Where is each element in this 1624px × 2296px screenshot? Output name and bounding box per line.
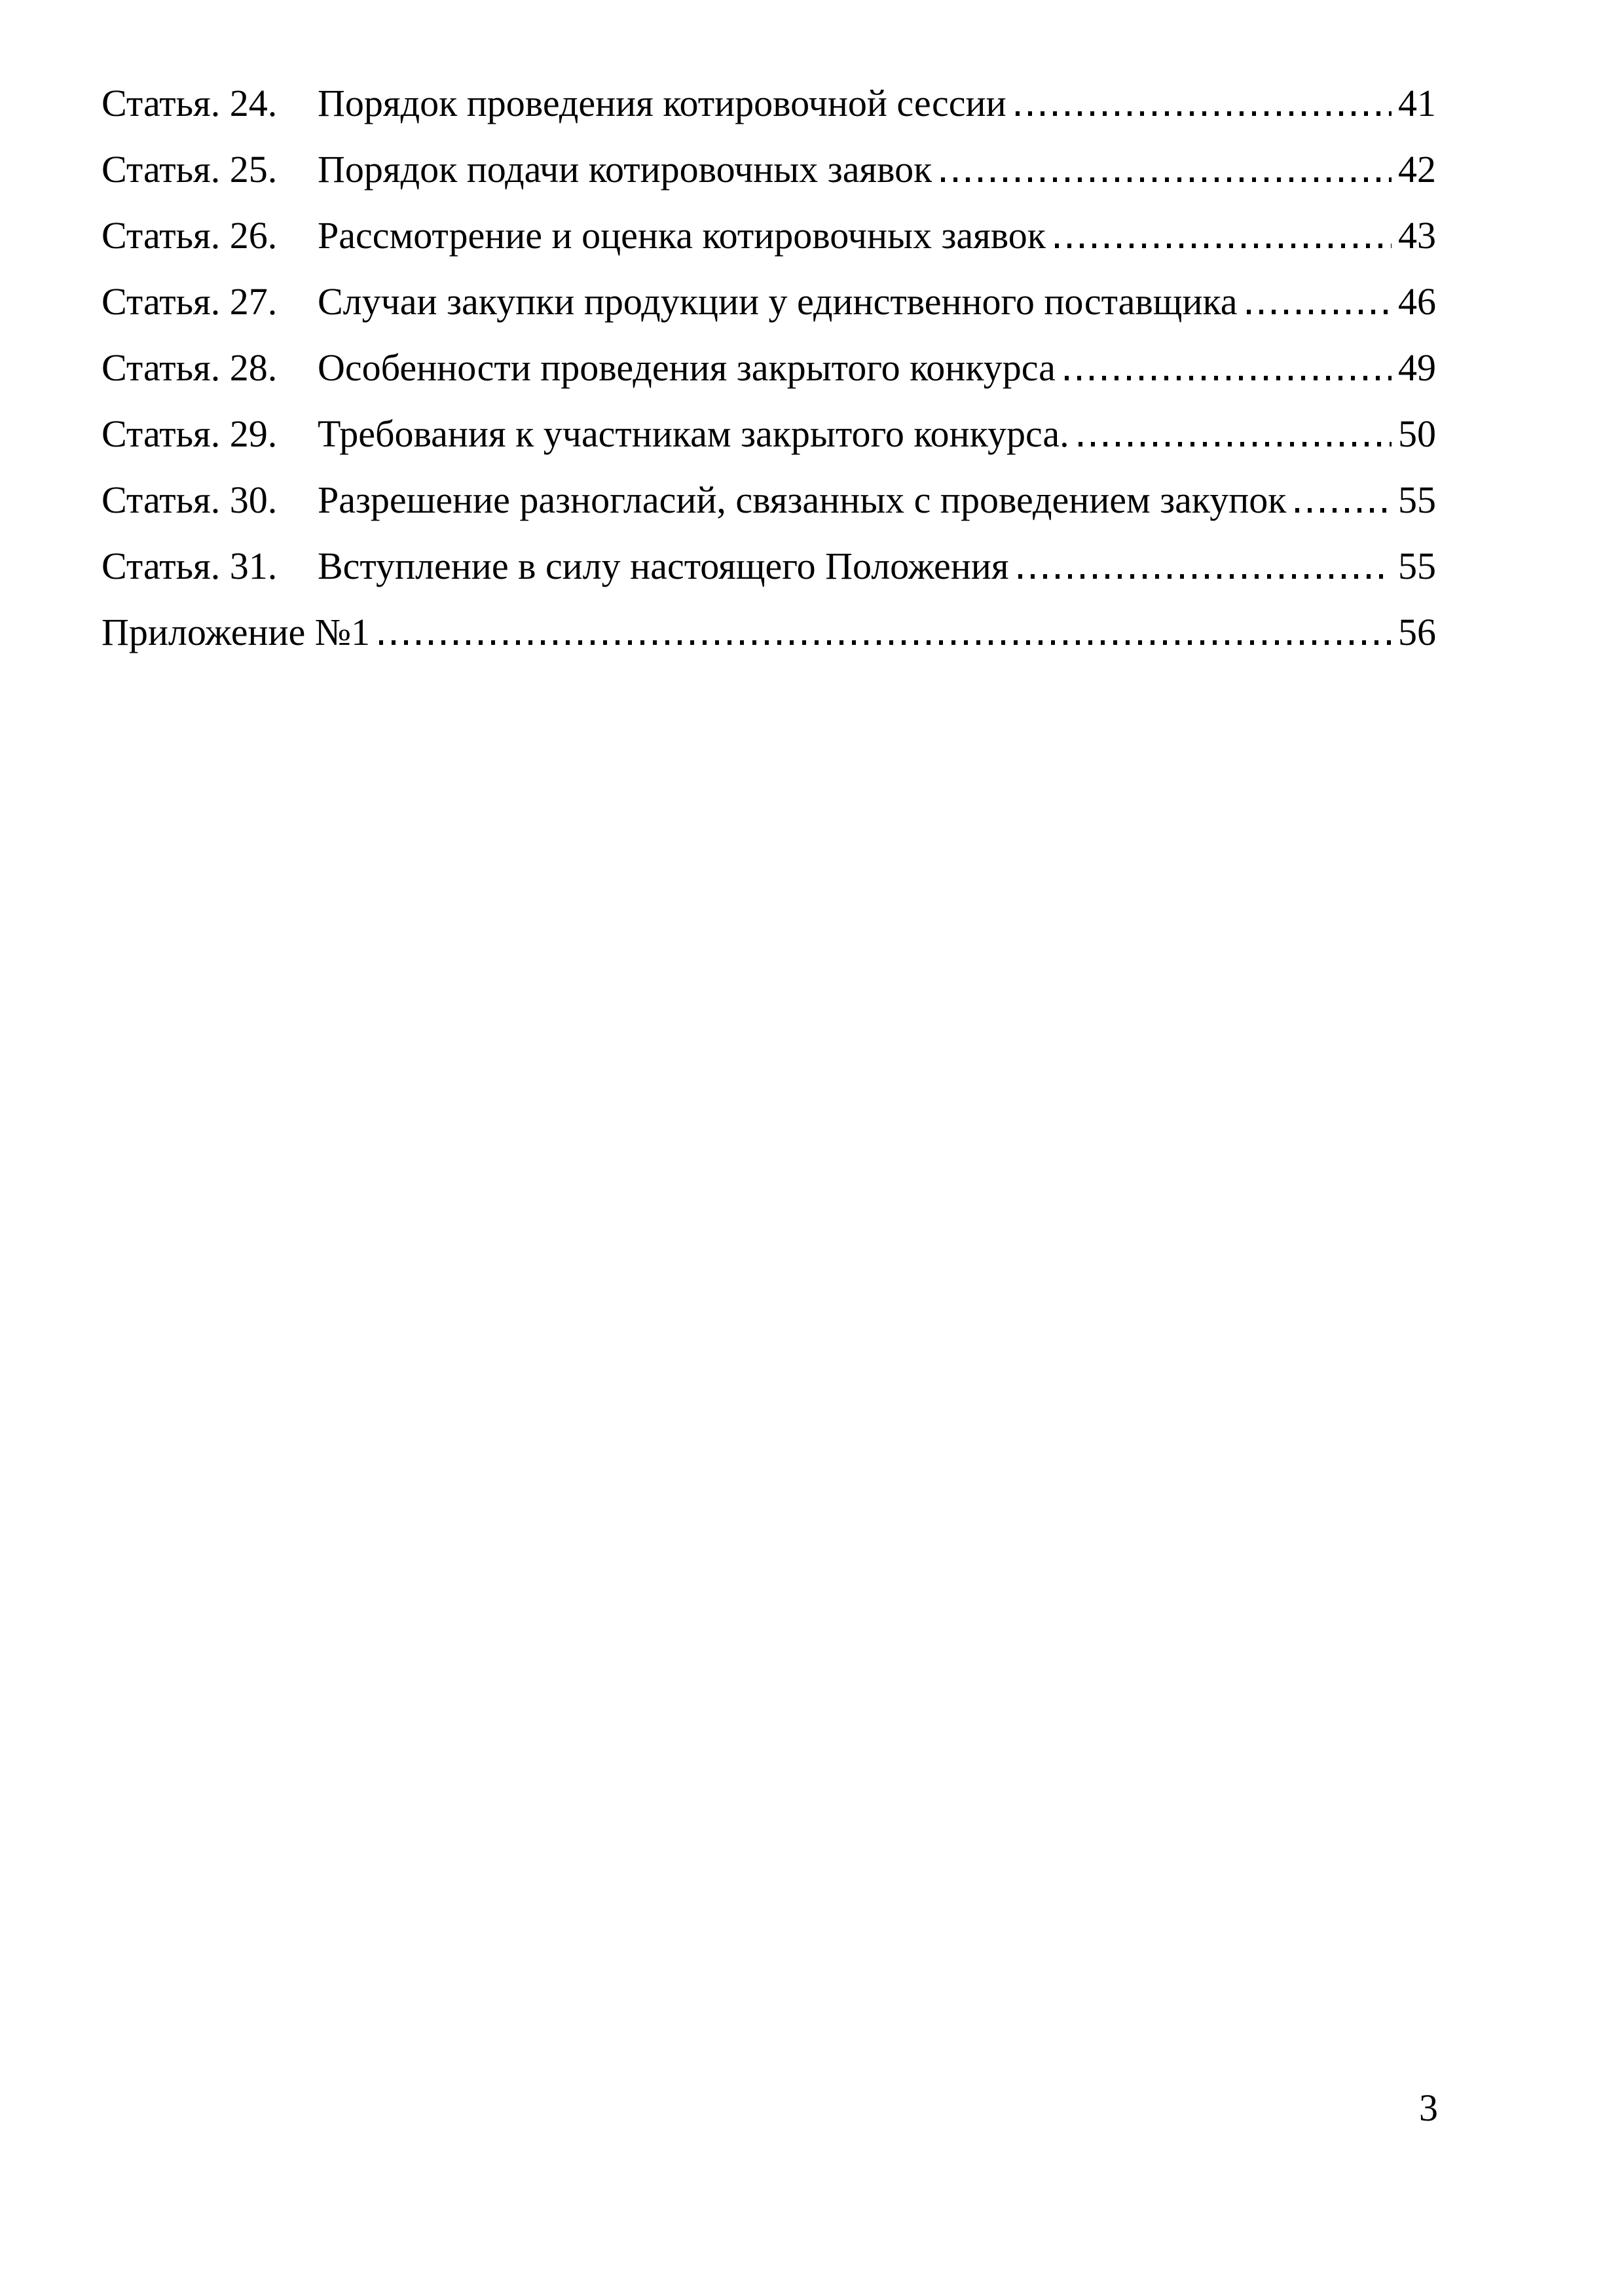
footer-page-number: 3 xyxy=(1419,2086,1438,2129)
toc-entry-title: Приложение №1 xyxy=(101,611,371,653)
toc-entry-page-number: 55 xyxy=(1398,479,1436,521)
toc-entry-title: Рассмотрение и оценка котировочных заявок xyxy=(318,214,1046,257)
toc-entry xyxy=(101,401,1436,467)
toc-dot-leader xyxy=(941,177,1392,182)
toc-entry xyxy=(101,136,1436,202)
toc-entry-title: Порядок подачи котировочных заявок xyxy=(318,148,932,191)
toc-entry xyxy=(101,599,1436,665)
toc-entry-page-number: 46 xyxy=(1398,280,1436,323)
toc-dot-leader xyxy=(379,640,1392,645)
toc-dot-leader xyxy=(1247,310,1392,314)
table-of-contents xyxy=(101,70,1436,665)
toc-entry-title: Разрешение разногласий, связанных с проведением закупок xyxy=(318,479,1287,521)
toc-entry-page-number: 50 xyxy=(1398,412,1436,455)
toc-entry-title: Особенности проведения закрытого конкурса xyxy=(318,346,1056,389)
toc-entry xyxy=(101,533,1436,599)
toc-dot-leader xyxy=(1018,574,1392,579)
toc-entry-title: Случаи закупки продукции у единственного поставщика xyxy=(318,280,1238,323)
toc-entry-label: Статья. 24. xyxy=(101,82,278,124)
toc-entry-page-number: 43 xyxy=(1398,214,1436,257)
toc-entry-label: Статья. 27. xyxy=(101,280,278,323)
toc-entry-page-number: 49 xyxy=(1398,346,1436,389)
toc-dot-leader xyxy=(1065,376,1392,380)
toc-entry-label: Статья. 29. xyxy=(101,412,278,455)
toc-entry-title: Требования к участникам закрытого конкурса. xyxy=(318,412,1069,455)
toc-entry-page-number: 41 xyxy=(1398,82,1436,124)
toc-entry xyxy=(101,70,1436,136)
toc-entry-page-number: 42 xyxy=(1398,148,1436,191)
toc-entry-label: Статья. 31. xyxy=(101,545,278,587)
toc-entry-label: Статья. 28. xyxy=(101,346,278,389)
toc-entry-page-number: 55 xyxy=(1398,545,1436,587)
toc-entry-title: Порядок проведения котировочной сессии xyxy=(318,82,1006,124)
toc-entry xyxy=(101,335,1436,401)
toc-entry-label: Статья. 26. xyxy=(101,214,278,257)
toc-entry-title: Вступление в силу настоящего Положения xyxy=(318,545,1009,587)
toc-entry-page-number: 56 xyxy=(1398,611,1436,653)
toc-dot-leader xyxy=(1079,442,1392,446)
toc-entry xyxy=(101,202,1436,268)
toc-dot-leader xyxy=(1055,244,1392,248)
toc-entry-label: Статья. 25. xyxy=(101,148,278,191)
toc-dot-leader xyxy=(1016,111,1392,116)
toc-entry xyxy=(101,467,1436,533)
toc-dot-leader xyxy=(1295,508,1392,513)
toc-entry xyxy=(101,268,1436,335)
toc-entry-label: Статья. 30. xyxy=(101,479,278,521)
